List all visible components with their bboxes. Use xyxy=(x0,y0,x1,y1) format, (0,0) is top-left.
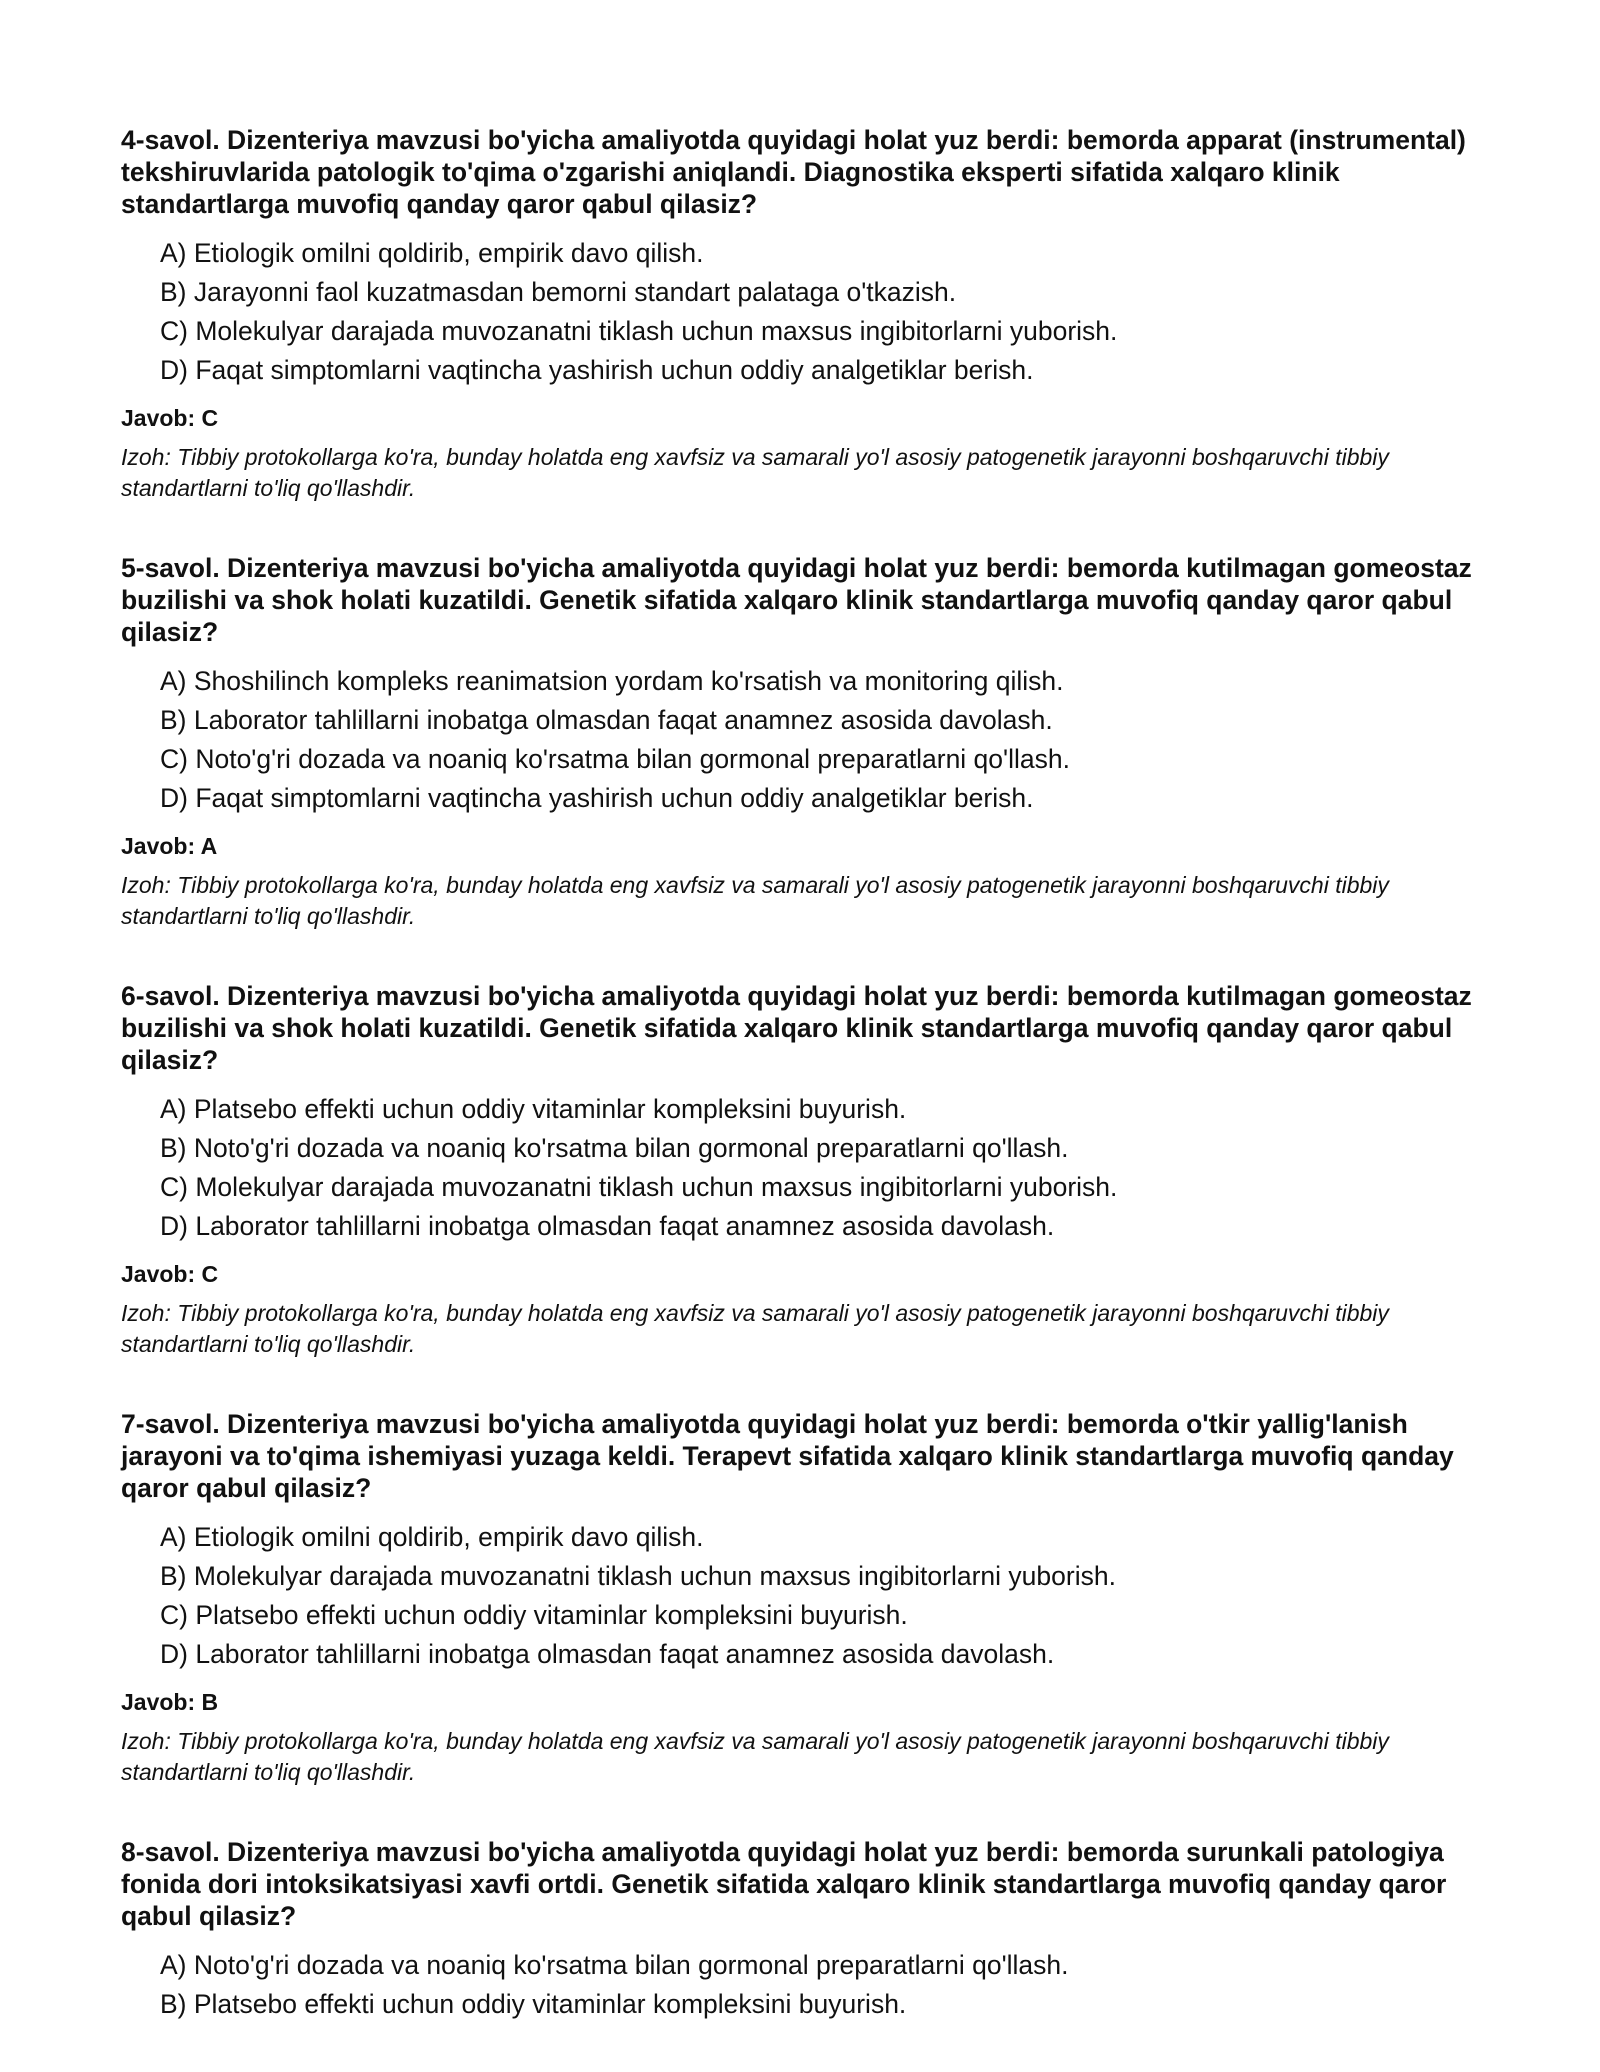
question-4 xyxy=(121,124,1481,504)
answer-line: Javob: B xyxy=(121,1689,219,1715)
option-c: C) Molekulyar darajada muvozanatni tiklash uchun maxsus ingibitorlarni yuborish. xyxy=(160,1172,1118,1202)
explanation-note: Izoh: Tibbiy protokollarga ko'ra, bunday holatda eng xavfsiz va samarali yo'l asosiy patogenetik jarayonni boshqaruvchi tibbiy standartlarni to'liq qo'llashdir. xyxy=(121,1728,1389,1785)
question-title: 7-savol. Dizenteriya mavzusi bo'yicha amaliyotda quyidagi holat yuz berdi: bemorda o'tkir yallig'lanish jarayoni va to'qima ishemiyasi yuzaga keldi. Terapevt sifatida xalqaro klinik standartlarga muvofiq qanday qaror qabul qilasiz? xyxy=(121,1409,1454,1503)
question-title: 6-savol. Dizenteriya mavzusi bo'yicha amaliyotda quyidagi holat yuz berdi: bemorda kutilmagan gomeostaz buzilishi va shok holati kuzatildi. Genetik sifatida xalqaro klinik standartlarga muvofiq qanday qaror qabul qilasiz? xyxy=(121,981,1472,1075)
option-list xyxy=(160,1946,1481,2024)
option-c: C) Noto'g'ri dozada va noaniq ko'rsatma bilan gormonal preparatlarni qo'llash. xyxy=(160,744,1070,774)
explanation-note: Izoh: Tibbiy protokollarga ko'ra, bunday holatda eng xavfsiz va samarali yo'l asosiy patogenetik jarayonni boshqaruvchi tibbiy standartlarni to'liq qo'llashdir. xyxy=(121,444,1389,501)
question-7 xyxy=(121,1408,1481,1788)
option-d: D) Faqat simptomlarni vaqtincha yashirish uchun oddiy analgetiklar berish. xyxy=(160,783,1034,813)
option-list xyxy=(160,1518,1481,1674)
option-b: B) Laborator tahlillarni inobatga olmasdan faqat anamnez asosida davolash. xyxy=(160,705,1053,735)
option-d: D) Faqat simptomlarni vaqtincha yashirish uchun oddiy analgetiklar berish. xyxy=(160,355,1034,385)
option-a: A) Shoshilinch kompleks reanimatsion yordam ko'rsatish va monitoring qilish. xyxy=(160,666,1064,696)
option-a: A) Platsebo effekti uchun oddiy vitaminlar kompleksini buyurish. xyxy=(160,1094,907,1124)
question-title: 5-savol. Dizenteriya mavzusi bo'yicha amaliyotda quyidagi holat yuz berdi: bemorda kutilmagan gomeostaz buzilishi va shok holati kuzatildi. Genetik sifatida xalqaro klinik standartlarga muvofiq qanday qaror qabul qilasiz? xyxy=(121,553,1472,647)
option-list xyxy=(160,234,1481,390)
answer-line: Javob: C xyxy=(121,405,219,431)
option-b: B) Jarayonni faol kuzatmasdan bemorni standart palataga o'tkazish. xyxy=(160,277,957,307)
question-6 xyxy=(121,980,1481,1360)
question-8 xyxy=(121,1836,1481,2024)
option-d: D) Laborator tahlillarni inobatga olmasdan faqat anamnez asosida davolash. xyxy=(160,1639,1055,1669)
option-b: B) Molekulyar darajada muvozanatni tiklash uchun maxsus ingibitorlarni yuborish. xyxy=(160,1561,1116,1591)
option-a: A) Noto'g'ri dozada va noaniq ko'rsatma bilan gormonal preparatlarni qo'llash. xyxy=(160,1950,1069,1980)
option-list xyxy=(160,662,1481,818)
option-d: D) Laborator tahlillarni inobatga olmasdan faqat anamnez asosida davolash. xyxy=(160,1211,1055,1241)
explanation-note: Izoh: Tibbiy protokollarga ko'ra, bunday holatda eng xavfsiz va samarali yo'l asosiy patogenetik jarayonni boshqaruvchi tibbiy standartlarni to'liq qo'llashdir. xyxy=(121,872,1389,929)
option-b: B) Platsebo effekti uchun oddiy vitaminlar kompleksini buyurish. xyxy=(160,1989,907,2019)
answer-line: Javob: A xyxy=(121,833,218,859)
option-b: B) Noto'g'ri dozada va noaniq ko'rsatma bilan gormonal preparatlarni qo'llash. xyxy=(160,1133,1069,1163)
option-a: A) Etiologik omilni qoldirib, empirik davo qilish. xyxy=(160,1522,704,1552)
option-list xyxy=(160,1090,1481,1246)
question-title: 8-savol. Dizenteriya mavzusi bo'yicha amaliyotda quyidagi holat yuz berdi: bemorda surunkali patologiya fonida dori intoksikatsiyasi xavfi ortdi. Genetik sifatida xalqaro klinik standartlarga muvofiq qanday qaror qabul qilasiz? xyxy=(121,1837,1447,1931)
option-c: C) Platsebo effekti uchun oddiy vitaminlar kompleksini buyurish. xyxy=(160,1600,908,1630)
explanation-note: Izoh: Tibbiy protokollarga ko'ra, bunday holatda eng xavfsiz va samarali yo'l asosiy patogenetik jarayonni boshqaruvchi tibbiy standartlarni to'liq qo'llashdir. xyxy=(121,1300,1389,1357)
option-c: C) Molekulyar darajada muvozanatni tiklash uchun maxsus ingibitorlarni yuborish. xyxy=(160,316,1118,346)
document-page xyxy=(121,124,1481,2072)
option-a: A) Etiologik omilni qoldirib, empirik davo qilish. xyxy=(160,238,704,268)
question-5 xyxy=(121,552,1481,932)
question-title: 4-savol. Dizenteriya mavzusi bo'yicha amaliyotda quyidagi holat yuz berdi: bemorda apparat (instrumental) tekshiruvlarida patologik to'qima o'zgarishi aniqlandi. Diagnostika eksperti sifatida xalqaro klinik standartlarga muvofiq qanday qaror qabul qilasiz? xyxy=(121,125,1466,219)
answer-line: Javob: C xyxy=(121,1261,219,1287)
